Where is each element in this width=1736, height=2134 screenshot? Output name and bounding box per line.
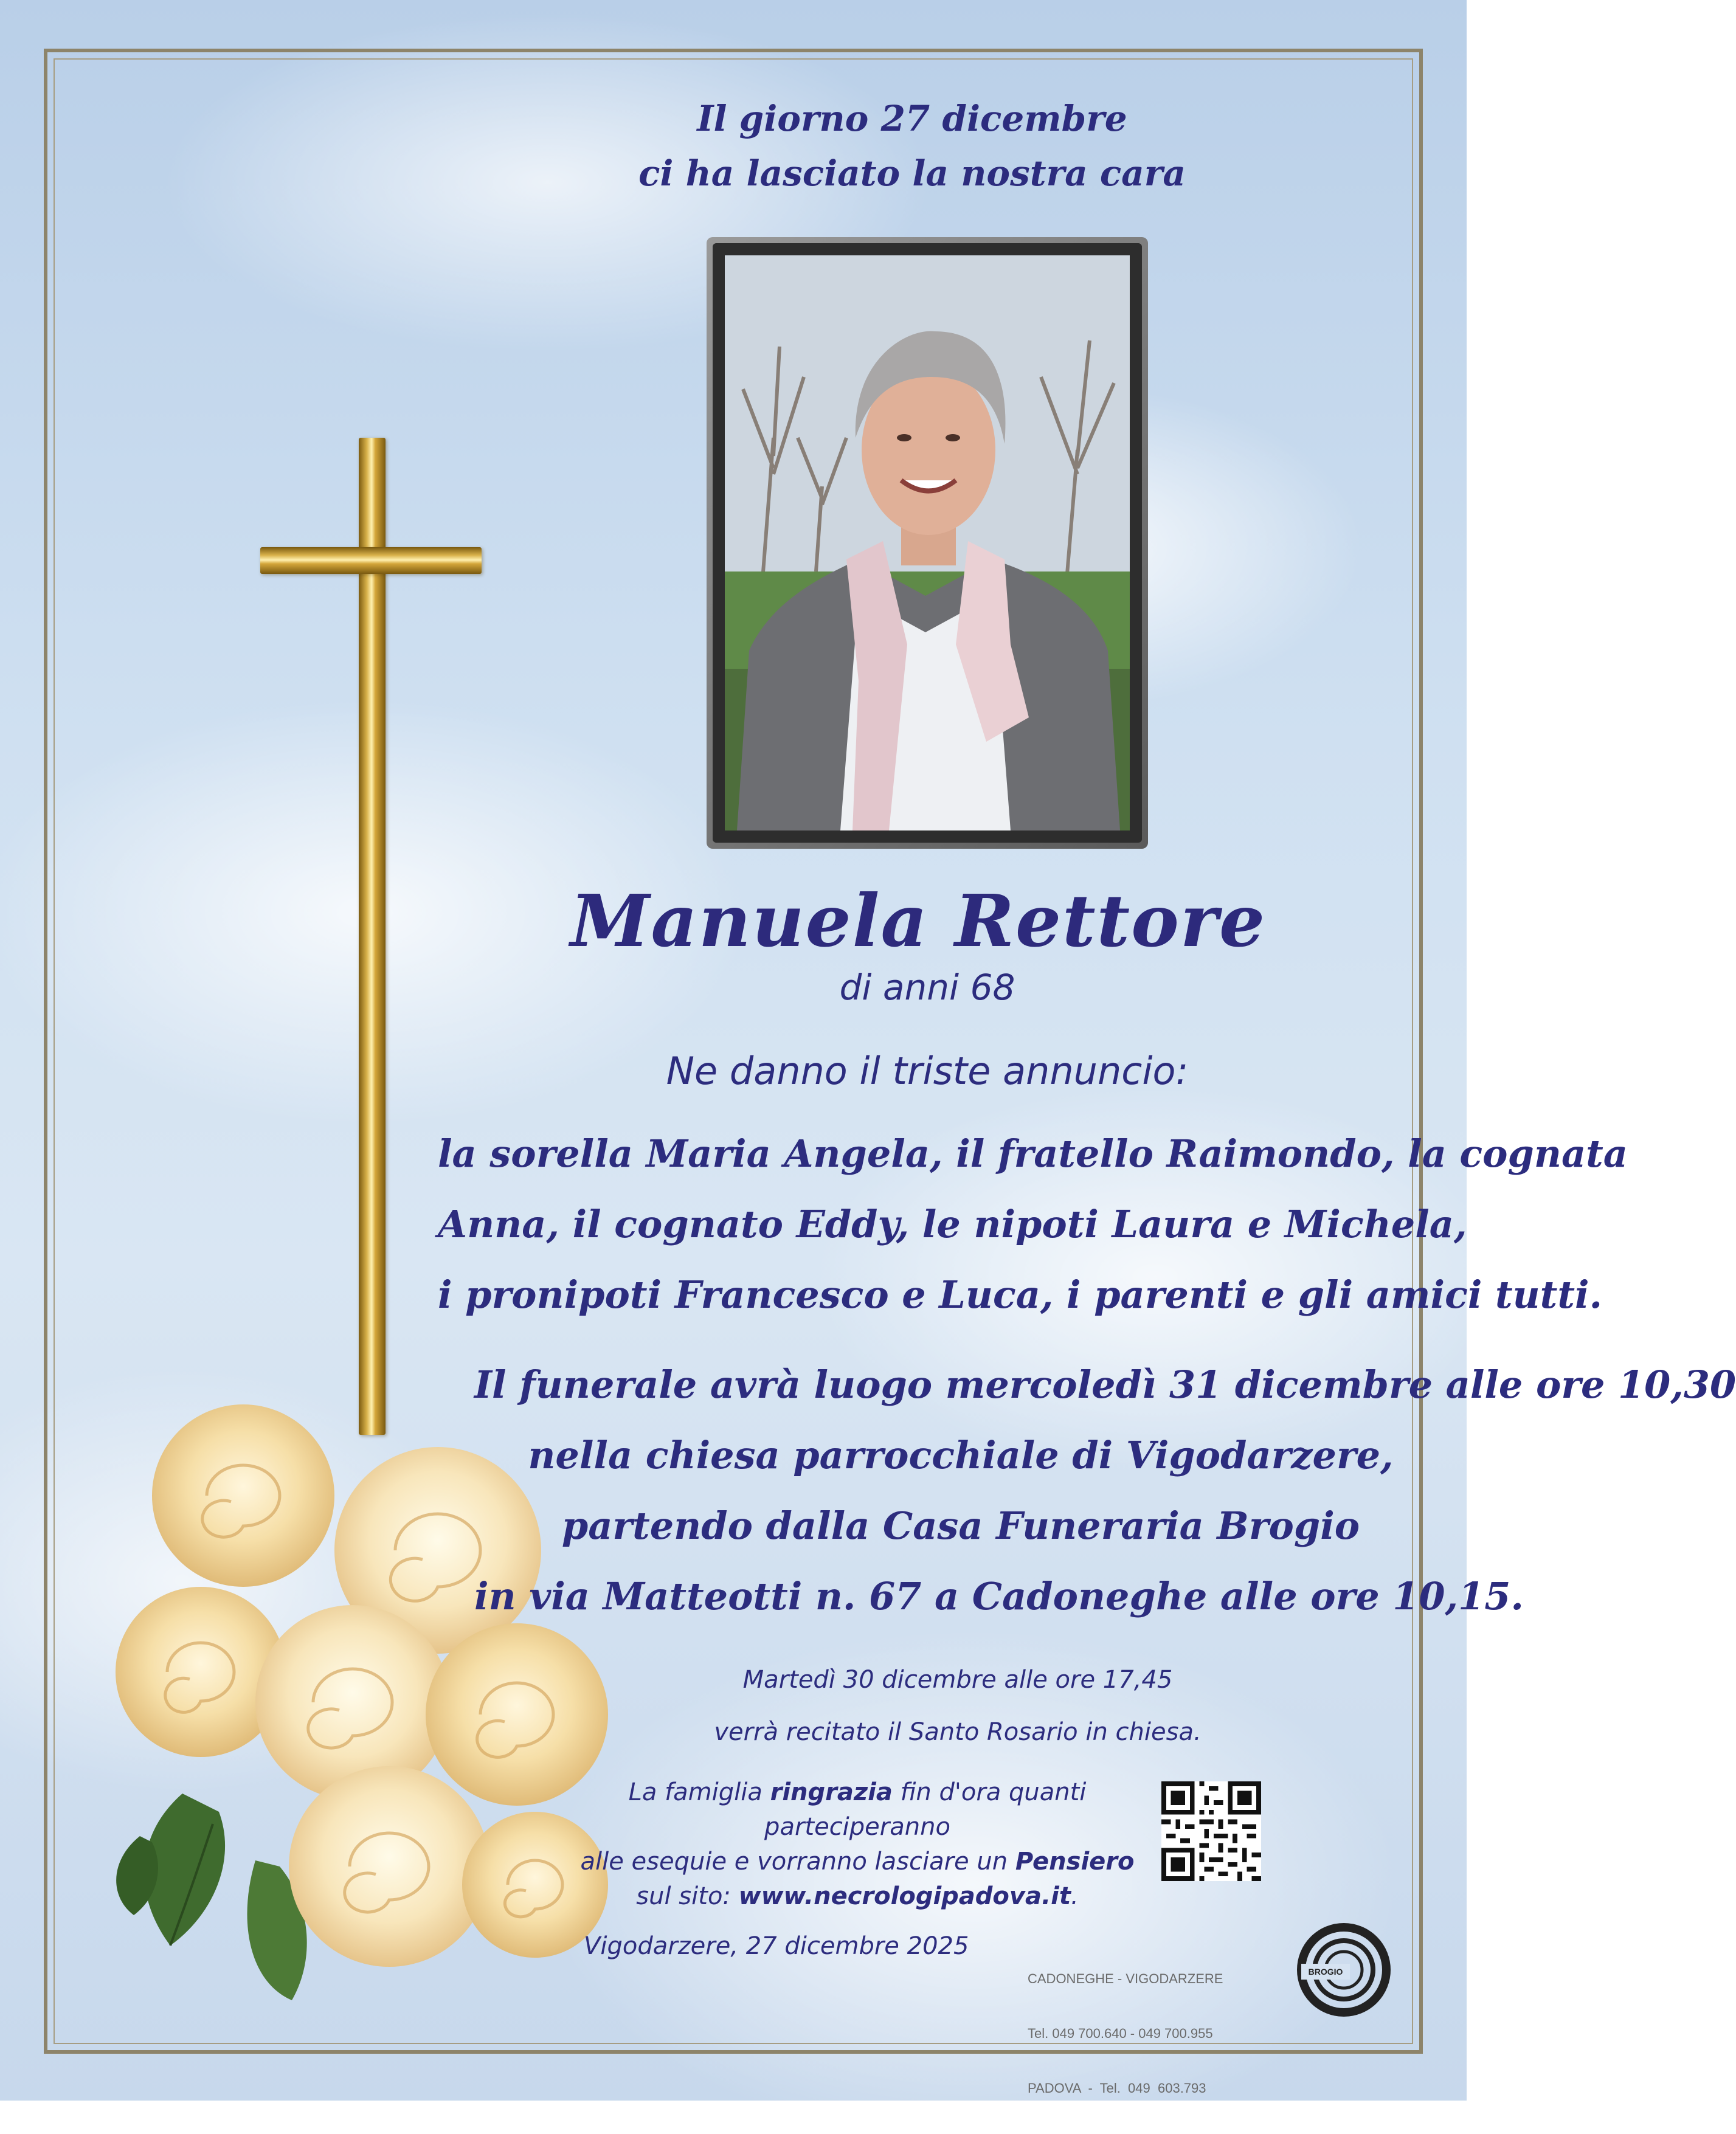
- announcement-intro: Ne danno il triste annuncio:: [666, 1049, 1189, 1093]
- deceased-name: Manuela Rettore: [570, 879, 1267, 963]
- deceased-age: di anni 68: [839, 967, 1015, 1008]
- ringrazia-emphasis: ringrazia: [770, 1778, 893, 1806]
- announcement-line: Anna, il cognato Eddy, le nipoti Laura e Michela,: [438, 1202, 1467, 1246]
- rosary-notice: [669, 1654, 1247, 1758]
- announcement-line: la sorella Maria Angela, il fratello Raimondo, la cognata: [438, 1131, 1628, 1176]
- intro-line-2: ci ha lasciato la nostra cara: [638, 153, 1186, 194]
- announcement-line: i pronipoti Francesco e Luca, i parenti e gli amici tutti.: [438, 1272, 1603, 1317]
- funeral-line: in via Matteotti n. 67 a Cadoneghe alle ore 10,15.: [474, 1574, 1524, 1618]
- cross-icon: [359, 438, 386, 1435]
- agency-line-2: Tel. 049 700.640 - 049 700.955: [1028, 2026, 1213, 2041]
- qr-code[interactable]: [1161, 1781, 1261, 1881]
- agency-line-1: CADONEGHE - VIGODARZERE: [1028, 1971, 1223, 1986]
- website-link[interactable]: www.necrologipadova.it: [738, 1882, 1071, 1910]
- thanks-notice: La famiglia ringrazia fin d'ora quanti parteciperanno alle esequie e vorranno lasciare un Pensiero sul sito: www.necrologipadova.it.: [580, 1778, 1135, 1910]
- rosary-line-2: verrà recitato il Santo Rosario in chiesa.: [714, 1718, 1202, 1746]
- place-and-date: Vigodarzere, 27 dicembre 2025: [584, 1932, 969, 1960]
- funeral-line: partendo dalla Casa Funeraria Brogio: [561, 1504, 1360, 1548]
- brogio-logo: [1283, 1921, 1399, 2018]
- svg-text:BROGIO: BROGIO: [1308, 1967, 1343, 1977]
- cross-icon-arm: [260, 547, 482, 574]
- pensiero-emphasis: Pensiero: [1015, 1848, 1135, 1876]
- intro-line-1: Il giorno 27 dicembre: [697, 98, 1127, 139]
- funeral-agency-info: [1028, 1933, 1283, 2134]
- portrait-photo: [725, 255, 1130, 830]
- announcement-text: [438, 1119, 1628, 1330]
- funeral-line: nella chiesa parrocchiale di Vigodarzere,: [528, 1433, 1394, 1477]
- agency-line-3: PADOVA - Tel. 049 603.793: [1028, 2080, 1206, 2096]
- funeral-details: [474, 1350, 1736, 1632]
- funeral-line: Il funerale avrà luogo mercoledì 31 dicembre alle ore 10,30: [474, 1362, 1736, 1407]
- rosary-line-1: Martedì 30 dicembre alle ore 17,45: [742, 1666, 1173, 1694]
